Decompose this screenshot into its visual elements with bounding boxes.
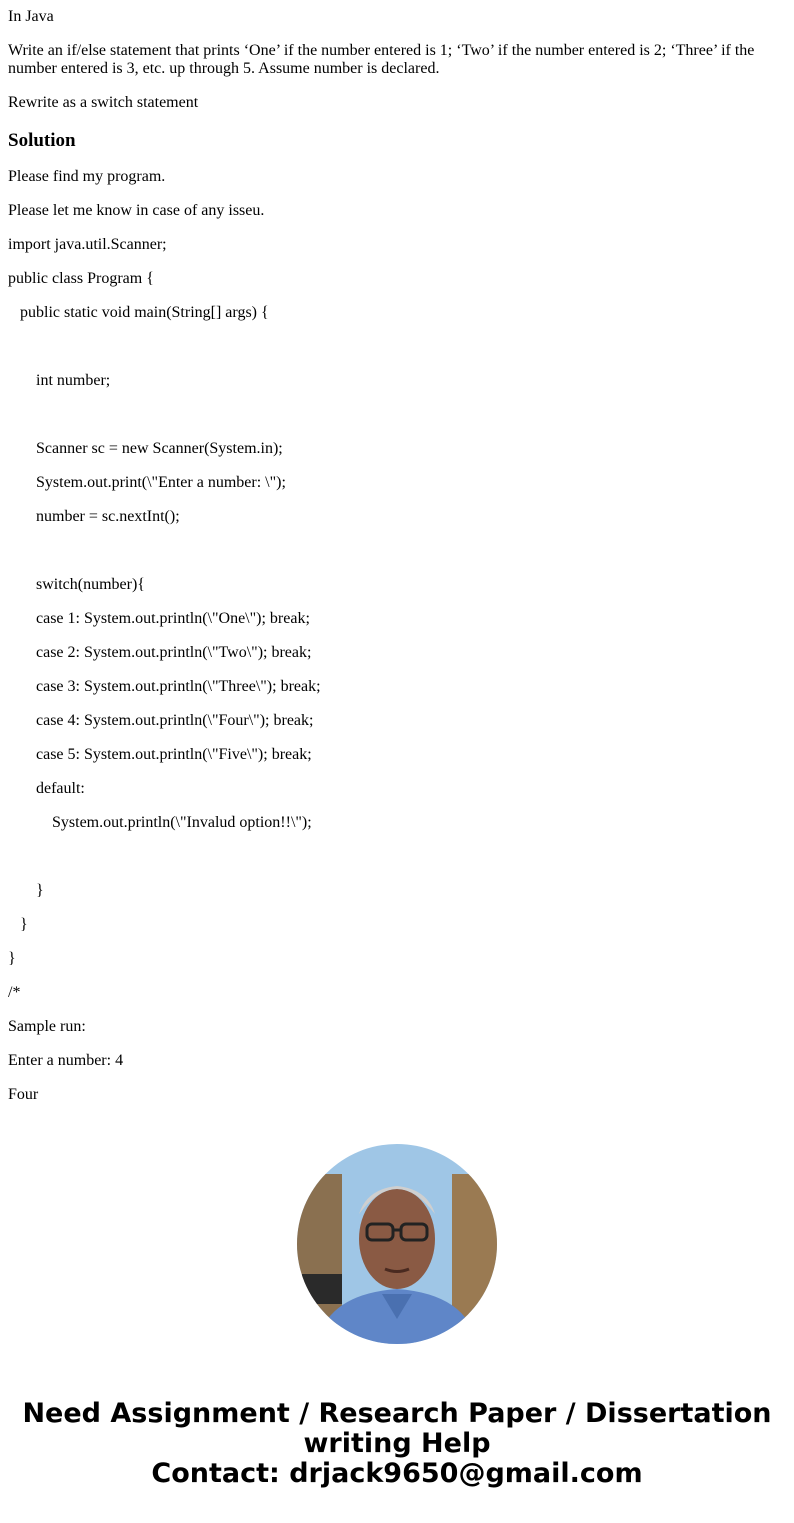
code-line: Enter a number: 4 xyxy=(8,1052,124,1069)
solution-heading: Solution xyxy=(8,130,76,151)
code-line: case 1: System.out.println(\"One\"); break; xyxy=(36,610,310,627)
code-line: public static void main(String[] args) { xyxy=(20,304,269,321)
code-line: case 4: System.out.println(\"Four\"); break; xyxy=(36,712,314,729)
solution-intro: Please let me know in case of any isseu. xyxy=(8,202,265,219)
code-line: default: xyxy=(36,780,85,797)
footer-contact: Contact: drjack9650@gmail.com xyxy=(151,1458,643,1489)
code-line xyxy=(8,338,786,356)
code-line: Four xyxy=(8,1086,39,1103)
code-line: System.out.println(\"Invalud option!!\"); xyxy=(52,814,312,831)
code-line: public class Program { xyxy=(8,270,154,287)
footer-line: writing Help xyxy=(303,1428,491,1459)
code-line: int number; xyxy=(36,372,111,389)
code-line: number = sc.nextInt(); xyxy=(36,508,180,525)
footer-line: Need Assignment / Research Paper / Dissertation xyxy=(22,1398,772,1429)
contact-footer xyxy=(8,1399,786,1489)
code-line xyxy=(8,848,786,866)
author-avatar xyxy=(297,1144,497,1344)
author-photo-container xyxy=(8,1144,786,1349)
code-line: System.out.print(\"Enter a number: \"); xyxy=(36,474,286,491)
solution-intro: Please find my program. xyxy=(8,168,166,185)
code-line: } xyxy=(8,950,16,967)
code-line: switch(number){ xyxy=(36,576,145,593)
code-line: Sample run: xyxy=(8,1018,86,1035)
question-line: In Java xyxy=(8,8,54,25)
code-line: /* xyxy=(8,984,21,1001)
code-line: case 3: System.out.println(\"Three\"); break; xyxy=(36,678,321,695)
question-line: Rewrite as a switch statement xyxy=(8,94,199,111)
code-line: Scanner sc = new Scanner(System.in); xyxy=(36,440,283,457)
code-line xyxy=(8,406,786,424)
code-line: } xyxy=(36,882,44,899)
code-block xyxy=(8,236,786,1104)
code-line: case 5: System.out.println(\"Five\"); break; xyxy=(36,746,312,763)
code-line: import java.util.Scanner; xyxy=(8,236,167,253)
question xyxy=(8,8,786,112)
question-line: Write an if/else statement that prints ‘One’ if the number entered is 1; ‘Two’ if the number entered is 2; ‘Three’ if the number entered is 3, etc. up through 5. Assume number is declared. xyxy=(8,42,755,77)
code-line: } xyxy=(20,916,28,933)
code-line xyxy=(8,542,786,560)
code-line: case 2: System.out.println(\"Two\"); break; xyxy=(36,644,312,661)
